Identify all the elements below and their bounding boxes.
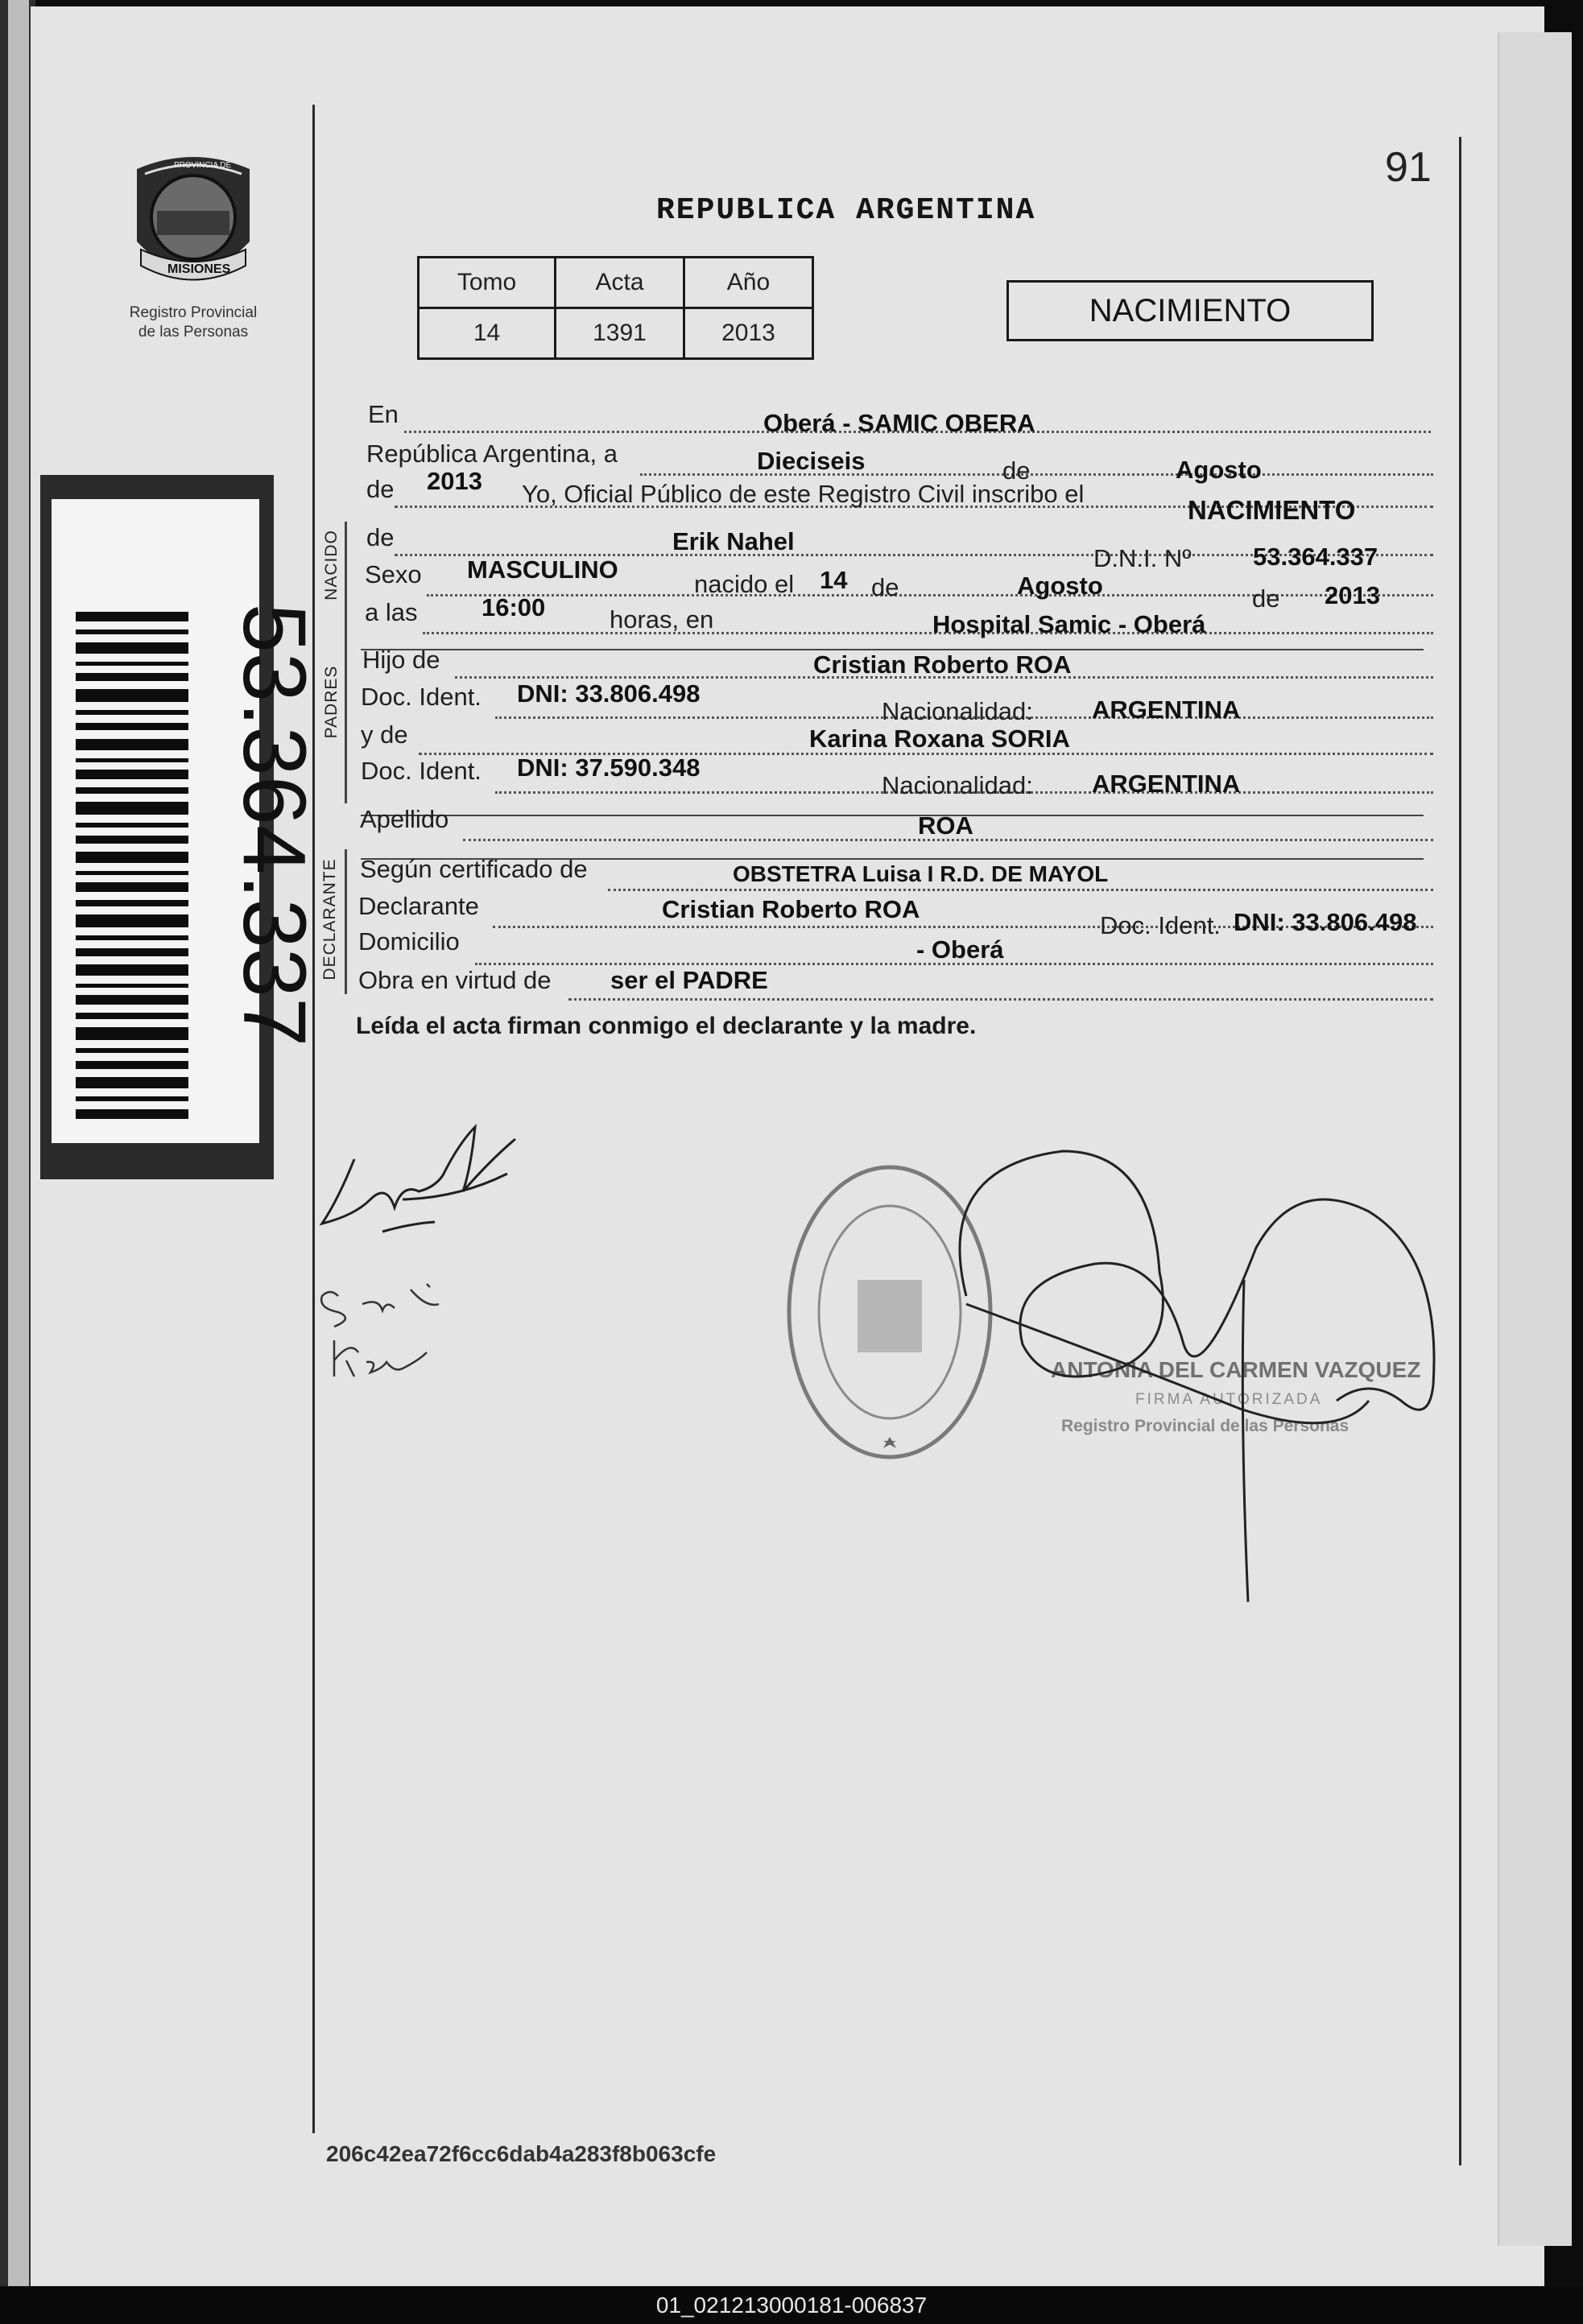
seal-caption-1: Registro Provincial (129, 304, 258, 321)
value-time: 16:00 (482, 593, 546, 621)
label-a-las: a las (365, 598, 418, 626)
label-dni: D.N.I. Nº (1093, 544, 1192, 572)
label-father-nationality: Nacionalidad: (882, 697, 1033, 725)
file-caption: 01_021213000181-006837 (655, 2293, 928, 2318)
dotline-hora (423, 632, 1433, 634)
value-address: - Oberá (916, 935, 1004, 964)
book-page-edges (8, 0, 29, 2286)
header-acta: Acta (556, 258, 684, 308)
dotline-sexo (427, 594, 1433, 596)
value-inscription-type: NACIMIENTO (1188, 495, 1356, 525)
stamp-name-line: ANTONIA DEL CARMEN VAZQUEZ (1051, 1357, 1421, 1382)
value-capacity: ser el PADRE (610, 966, 768, 994)
country-title: REPUBLICA ARGENTINA (656, 193, 1036, 228)
value-child-name: Erik Nahel (672, 527, 795, 555)
seal-ribbon-text: MISIONES (167, 262, 231, 276)
label-nacido: nacido el (694, 570, 795, 598)
label-mother-nationality: Nacionalidad: (882, 771, 1033, 799)
seal-caption-2: de las Personas (138, 324, 249, 341)
document-type: NACIMIENTO (1089, 293, 1292, 328)
right-margin-rule (1459, 137, 1461, 2165)
value-place: Oberá - SAMIC OBERA (763, 409, 1035, 437)
page-number: 91 (1385, 144, 1432, 191)
label-republica: República Argentina, a (366, 440, 618, 468)
label-declarante: Declarante (358, 892, 479, 920)
value-acta: 1391 (556, 308, 684, 359)
label-de-year: de (366, 475, 395, 503)
label-horas: horas, en (610, 605, 714, 634)
barcode-bars (76, 612, 188, 1127)
declarante-bracket (345, 849, 347, 994)
value-mother-nationality: ARGENTINA (1092, 770, 1241, 798)
closing-text: Leída el acta firman conmigo el declarante y la madre. (356, 1013, 977, 1039)
nacido-bracket (345, 522, 347, 652)
value-certificate: OBSTETRA Luisa I R.D. DE MAYOL (733, 861, 1109, 886)
value-father-nationality: ARGENTINA (1092, 696, 1241, 724)
document-type-box (1006, 280, 1374, 341)
value-sex: MASCULINO (467, 555, 618, 584)
value-father-doc: DNI: 33.806.498 (517, 679, 701, 708)
registry-table (417, 256, 814, 360)
label-declarant-doc: Doc. Ident. (1100, 911, 1221, 939)
padres-bracket (345, 642, 347, 803)
value-birth-place: Hospital Samic - Oberá (932, 610, 1206, 638)
label-mother-doc: Doc. Ident. (361, 757, 482, 785)
label-obra: Obra en virtud de (358, 966, 552, 994)
stacked-pages-edge (1498, 32, 1572, 2246)
label-de-month: de (1002, 456, 1031, 485)
value-mother-name: Karina Roxana SORIA (809, 724, 1070, 753)
label-y-de: y de (361, 720, 408, 749)
section-divider-2 (361, 815, 1424, 816)
label-de-birth-month: de (871, 573, 899, 601)
stamp-org-line: Registro Provincial de las Personas (1061, 1417, 1349, 1435)
value-birth-year: 2013 (1325, 581, 1380, 609)
value-birth-month: Agosto (1017, 572, 1103, 600)
label-en: En (368, 400, 399, 428)
value-child-dni: 53.364.337 (1253, 543, 1378, 571)
side-label-nacido: NACIDO (322, 530, 341, 601)
value-month: Agosto (1176, 456, 1262, 484)
value-declarant-doc: DNI: 33.806.498 (1234, 908, 1417, 936)
label-father-doc: Doc. Ident. (361, 683, 482, 711)
value-father-name: Cristian Roberto ROA (813, 650, 1072, 679)
value-tomo: 14 (419, 308, 556, 359)
header-anio: Año (684, 258, 813, 308)
label-domicilio: Domicilio (358, 927, 460, 956)
file-caption-bar (0, 2286, 1583, 2324)
value-anio: 2013 (684, 308, 813, 359)
label-hijo-de: Hijo de (362, 646, 440, 674)
label-apellido: Apellido (360, 805, 449, 833)
dotline-obra (568, 998, 1433, 1001)
stamp-title-line: FIRMA AUTORIZADA (1135, 1391, 1323, 1408)
header-tomo: Tomo (419, 258, 556, 308)
value-birth-day: 14 (820, 566, 848, 594)
seal-arc-text: PROVINCIA DE (174, 161, 232, 170)
value-mother-doc: DNI: 37.590.348 (517, 753, 701, 782)
official-signature (918, 1135, 1449, 1618)
value-day-words: Dieciseis (757, 447, 866, 475)
declarant-signatures (306, 1111, 531, 1562)
barcode-number: 53.364.337 (225, 603, 324, 1047)
provincial-seal-logo (121, 153, 266, 306)
value-declarant-name: Cristian Roberto ROA (662, 895, 920, 923)
document-hash: 206c42ea72f6cc6dab4a283f8b063cfe (326, 2141, 717, 2166)
side-label-padres: PADRES (322, 665, 341, 739)
label-oficial: Yo, Oficial Público de este Registro Civil inscribo el (522, 480, 1085, 508)
side-label-declarante: DECLARANTE (320, 858, 339, 980)
value-surname: ROA (918, 811, 973, 840)
label-sexo: Sexo (365, 560, 422, 588)
label-certificado: Según certificado de (360, 855, 588, 883)
label-de-birth-year: de (1252, 584, 1280, 613)
dotline-certificado (608, 889, 1433, 891)
label-de-child: de (366, 523, 395, 551)
value-year: 2013 (427, 467, 482, 495)
